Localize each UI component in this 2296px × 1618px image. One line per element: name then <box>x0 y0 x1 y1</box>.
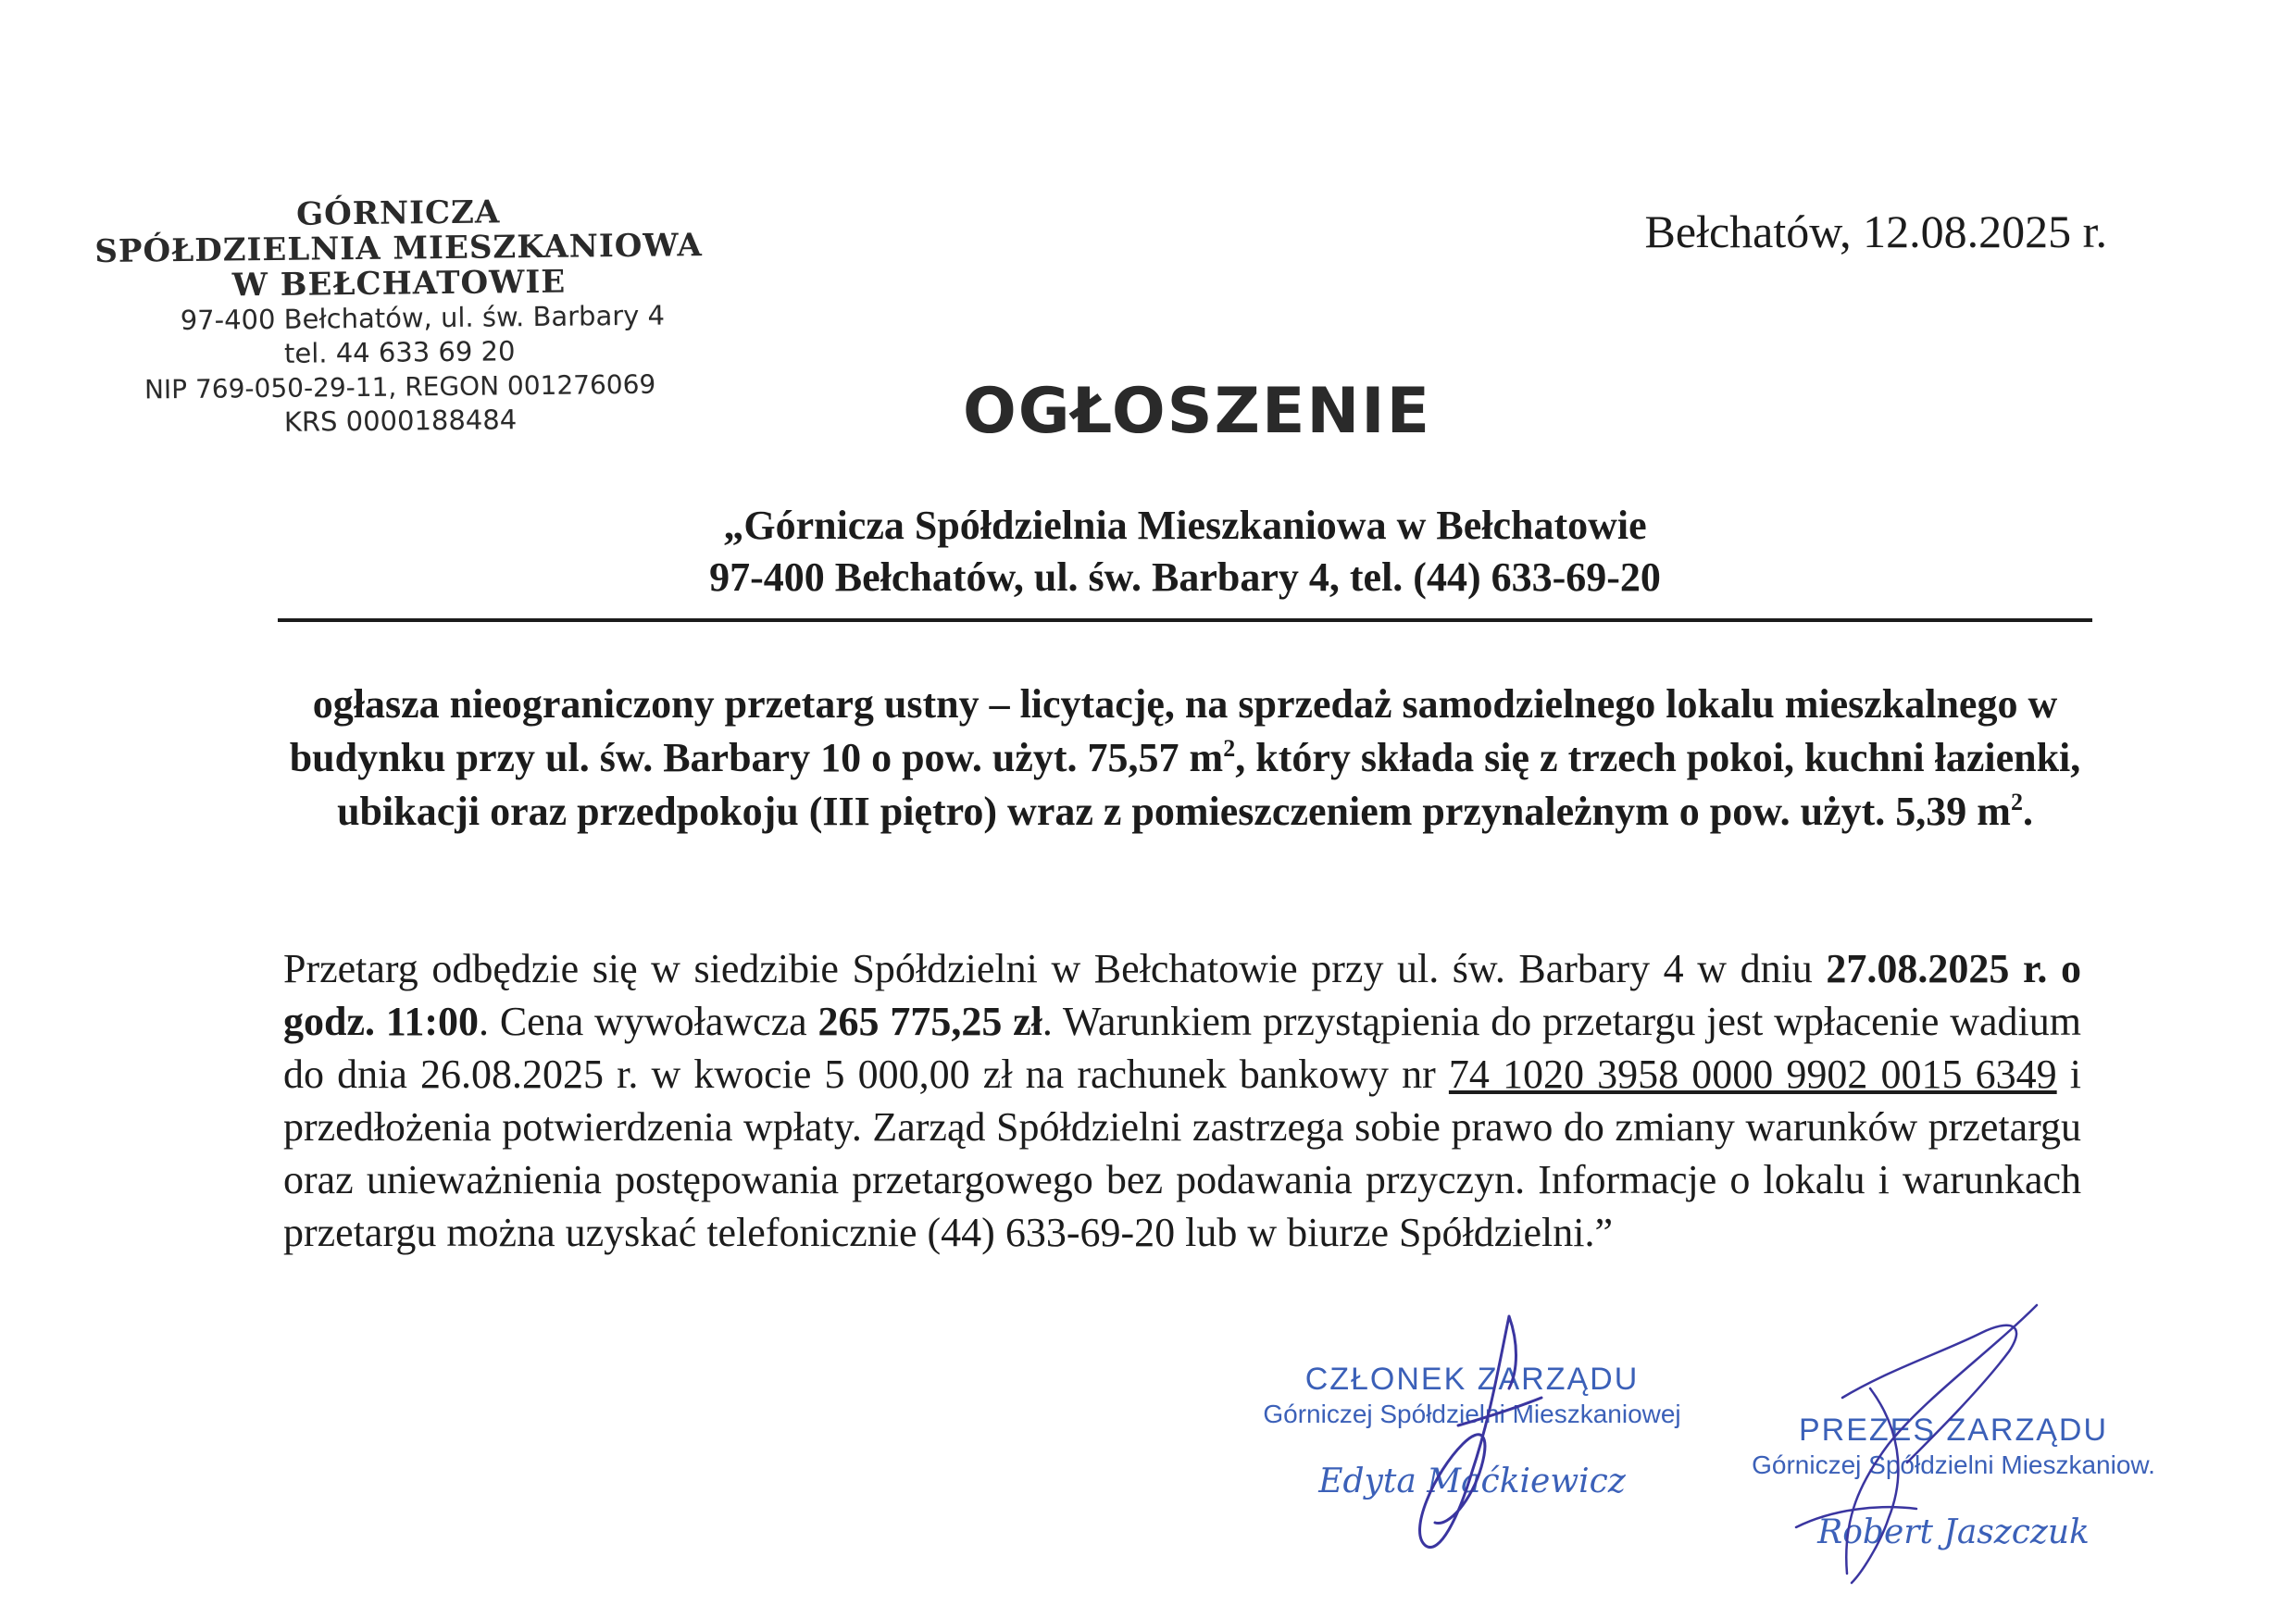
document-date: Bełchatów, 12.08.2025 r. <box>1644 205 2107 257</box>
stamp-role: PREZES ZARZĄDU <box>1798 1413 2109 1448</box>
stamp-address: 97-400 Bełchatów, ul. św. Barbary 4 <box>180 299 666 337</box>
stamp-name: Robert Jaszczuk <box>1817 1513 2090 1551</box>
announcer-header <box>278 500 2092 604</box>
superscript: 2 <box>2010 789 2023 815</box>
stamp-line: SPÓŁDZIELNIA MIESZKANIOWA <box>94 227 704 270</box>
stamp-name: Edyta Maćkiewicz <box>1318 1462 1626 1500</box>
stamp-line: W BEŁCHATOWIE <box>231 263 567 305</box>
stamp-line: GÓRNICZA <box>295 193 501 233</box>
handwritten-signature-1 <box>1370 1305 1555 1574</box>
stamp-role: CZŁONEK ZARZĄDU <box>1304 1362 1640 1397</box>
stamp-krs: KRS 0000188484 <box>283 404 518 438</box>
announcement-body <box>283 942 2081 1259</box>
announcer-name: „Górnicza Spółdzielnia Mieszkaniowa w Bełchatowie <box>723 503 1647 548</box>
announcer-address: 97-400 Bełchatów, ul. św. Barbary 4, tel. (44) 633-69-20 <box>709 554 1661 600</box>
lead-text: , który składa się z trzech pokoi, kuchni łazienki, ubikacji oraz przedpokoju (III piętro) wraz z pomieszczeniem przynależnym o pow. użyt. 5,39 m <box>337 735 2081 834</box>
header-divider <box>278 618 2092 622</box>
starting-price: 265 775,25 zł <box>817 999 1042 1044</box>
announcement-lead <box>278 678 2092 839</box>
lead-text: ogłasza nieograniczony przetarg ustny – licytację, na sprzedaż samodzielnego lokalu mieszkalnego w budynku przy ul. św. Barbary 10 o pow. użyt. 75,57 m <box>289 681 2058 780</box>
lead-text: . <box>2022 789 2033 834</box>
body-text: i przedłożenia potwierdzenia wpłaty. Zarząd Spółdzielni zastrzega sobie prawo do zmiany warunków przetargu oraz unieważnienia postępowania przetargowego bez podawania przyczyn. Informacje o lokalu i warunkach przetargu można uzyskać telefonicznie (44) 633-69-20 lub w biurze Spółdzielni.” <box>283 1052 2082 1255</box>
superscript: 2 <box>1223 735 1236 762</box>
company-stamp <box>93 193 706 442</box>
body-text: Przetarg odbędzie się w siedzibie Spółdzielni w Bełchatowie przy ul. św. Barbary 4 w dniu <box>283 946 1827 991</box>
document-title: OGŁOSZENIE <box>963 375 1432 448</box>
stamp-nip-regon: NIP 769-050-29-11, REGON 001276069 <box>144 368 656 405</box>
bank-account-number: 74 1020 3958 0000 9902 0015 6349 <box>1448 1052 2057 1097</box>
auction-datetime: 27.08.2025 r. o godz. 11:00 <box>283 946 2081 1044</box>
handwritten-signature-2 <box>1759 1296 2092 1601</box>
body-text: . Warunkiem przystąpienia do przetargu jest wpłacenie wadium do dnia 26.08.2025 r. w kwocie 5 000,00 zł na rachunek bankowy nr <box>283 999 2081 1097</box>
body-text: . Cena wywoławcza <box>479 999 818 1044</box>
stamp-org: Górniczej Spółdzielni Mieszkaniow. <box>1752 1450 2155 1479</box>
stamp-org: Górniczej Spółdzielni Mieszkaniowej <box>1263 1400 1681 1428</box>
stamp-phone: tel. 44 633 69 20 <box>283 335 516 369</box>
